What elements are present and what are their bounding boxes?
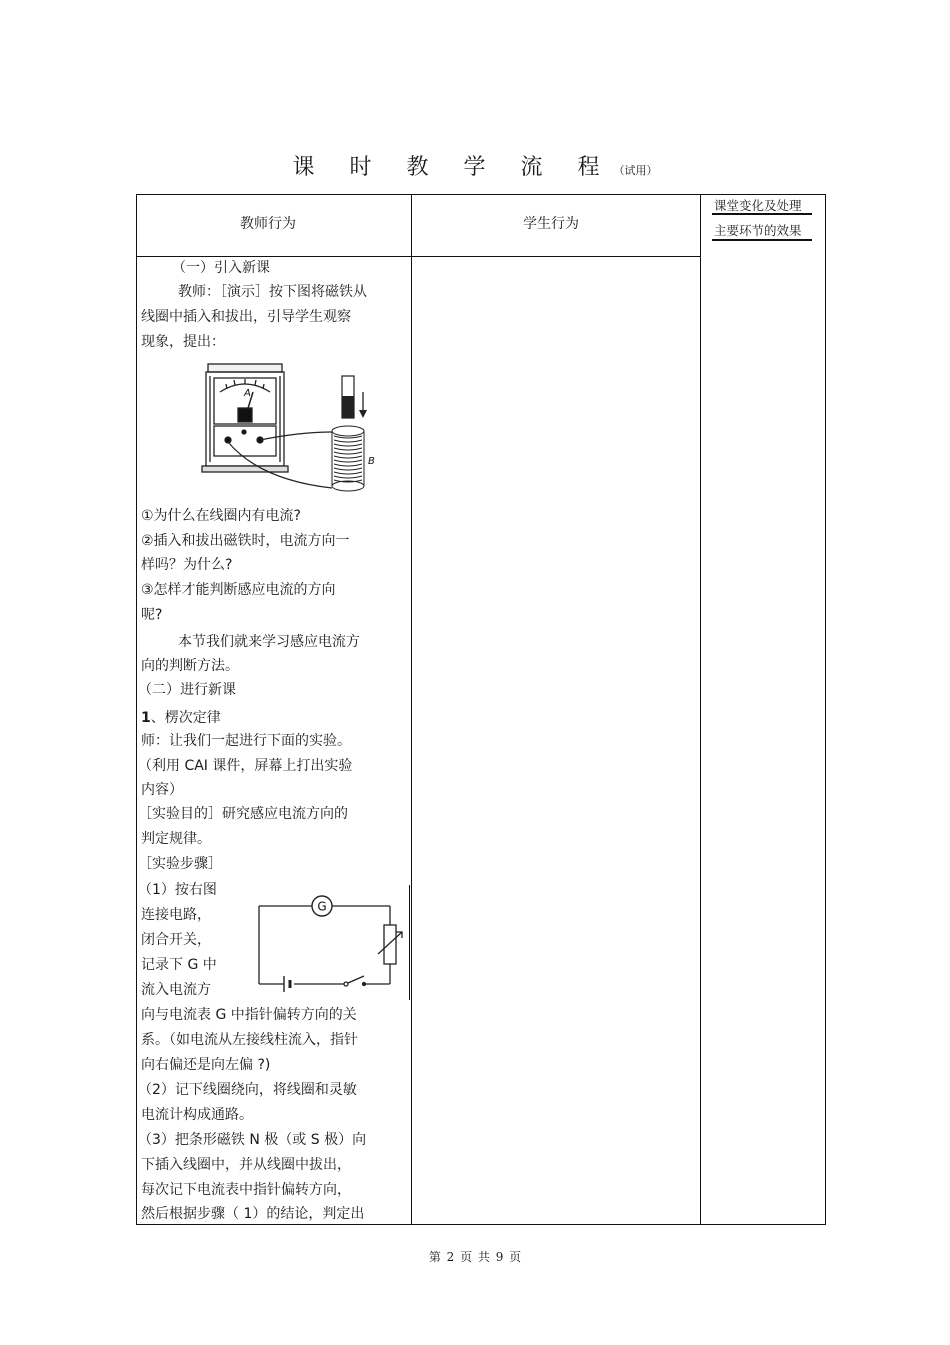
teacher-text-line: 师：让我们一起进行下面的实验。 bbox=[141, 733, 351, 749]
teacher-text-line: 判定规律。 bbox=[141, 831, 211, 847]
question-1: ①为什么在线圈内有电流? bbox=[141, 508, 301, 524]
teacher-text-line: 闭合开关， bbox=[141, 932, 211, 948]
page-title bbox=[0, 150, 950, 181]
table-left-border bbox=[136, 194, 137, 1225]
column-divider-2 bbox=[700, 194, 701, 1225]
header-teacher-behavior: 教师行为 bbox=[240, 216, 296, 232]
question-2-cont: 样吗？为什么? bbox=[141, 557, 233, 573]
switch-icon bbox=[344, 976, 366, 986]
question-3: ③怎样才能判断感应电流的方向 bbox=[141, 582, 336, 598]
header-notes-line2: 主要环节的效果 bbox=[714, 223, 802, 238]
header-row-divider bbox=[136, 256, 701, 257]
coil-label: B bbox=[368, 456, 375, 467]
teacher-text-line: 向右偏还是向左偏 ?) bbox=[141, 1057, 271, 1073]
table-bottom-border bbox=[136, 1224, 826, 1225]
galvanometer-icon bbox=[202, 364, 288, 472]
teacher-text-line: ［实验目的］研究感应电流方向的 bbox=[138, 806, 348, 822]
circuit-diagram bbox=[252, 892, 404, 992]
page-title-note: （试用） bbox=[613, 164, 658, 177]
teacher-text-line: 系。（如电流从左接线柱流入，指针 bbox=[141, 1032, 358, 1048]
rheostat-icon bbox=[378, 925, 402, 964]
teacher-text-line: 线圈中插入和拔出，引导学生观察 bbox=[141, 309, 351, 325]
teacher-text-line: （1）按右图 bbox=[138, 882, 217, 898]
section-intro-heading: （一）引入新课 bbox=[172, 260, 270, 276]
teacher-text-line: 连接电路， bbox=[141, 907, 211, 923]
page-footer: 第 2 页 共 9 页 bbox=[428, 1250, 522, 1264]
teacher-text-line: （利用 CAI 课件，屏幕上打出实验 bbox=[138, 758, 353, 774]
page-title-text: 课 时 教 学 流 程 bbox=[292, 155, 614, 180]
coil-icon bbox=[332, 426, 364, 491]
subsection-title: 、楞次定律 bbox=[150, 710, 221, 726]
notes-header-rule-2 bbox=[712, 239, 812, 241]
column-divider-1 bbox=[411, 194, 412, 1225]
teacher-text-line: 下插入线圈中，并从线圈中拔出， bbox=[141, 1157, 351, 1173]
teacher-text-line: （3）把条形磁铁 N 极（或 S 极）向 bbox=[138, 1132, 367, 1148]
teacher-text-line: 向的判断方法。 bbox=[141, 658, 239, 674]
teacher-text-line: ［实验步骤］ bbox=[138, 856, 222, 872]
subsection-number: 1 bbox=[141, 710, 151, 726]
section-new-lesson-heading: （二）进行新课 bbox=[138, 682, 236, 698]
teacher-text-line: 本节我们就来学习感应电流方 bbox=[178, 634, 360, 650]
galvanometer-g-label: G bbox=[317, 899, 327, 914]
teacher-text-line: 电流计构成通路。 bbox=[141, 1107, 253, 1123]
header-student-behavior: 学生行为 bbox=[523, 216, 579, 232]
galvanometer-coil-figure bbox=[200, 362, 380, 497]
teacher-text-line: 教师：［演示］按下图将磁铁从 bbox=[178, 284, 367, 300]
teacher-text-line: 记录下 G 中 bbox=[141, 957, 217, 973]
table-right-border bbox=[825, 194, 826, 1225]
teacher-text-line: （2）记下线圈绕向，将线圈和灵敏 bbox=[138, 1082, 357, 1098]
subsection-heading bbox=[141, 708, 221, 728]
table-top-border bbox=[136, 194, 826, 195]
teacher-text-line: 每次记下电流表中指针偏转方向， bbox=[141, 1182, 351, 1198]
teacher-text-line: 向与电流表 G 中指针偏转方向的关 bbox=[141, 1007, 357, 1023]
header-notes-line1: 课堂变化及处理 bbox=[714, 198, 802, 213]
galvanometer-label: A bbox=[244, 388, 251, 399]
teacher-text-line: 现象，提出： bbox=[141, 334, 225, 350]
teacher-text-line: 然后根据步骤（ 1）的结论，判定出 bbox=[141, 1206, 365, 1222]
galvanometer-g-icon bbox=[312, 896, 332, 916]
question-2: ②插入和拔出磁铁时，电流方向一 bbox=[141, 533, 350, 549]
question-3-cont: 呢? bbox=[141, 607, 163, 623]
battery-icon bbox=[284, 976, 290, 992]
teacher-text-line: 流入电流方 bbox=[141, 982, 211, 998]
bar-magnet-icon bbox=[342, 376, 367, 418]
teacher-text-line: 内容） bbox=[141, 782, 183, 798]
figure-side-mark bbox=[409, 885, 410, 1000]
